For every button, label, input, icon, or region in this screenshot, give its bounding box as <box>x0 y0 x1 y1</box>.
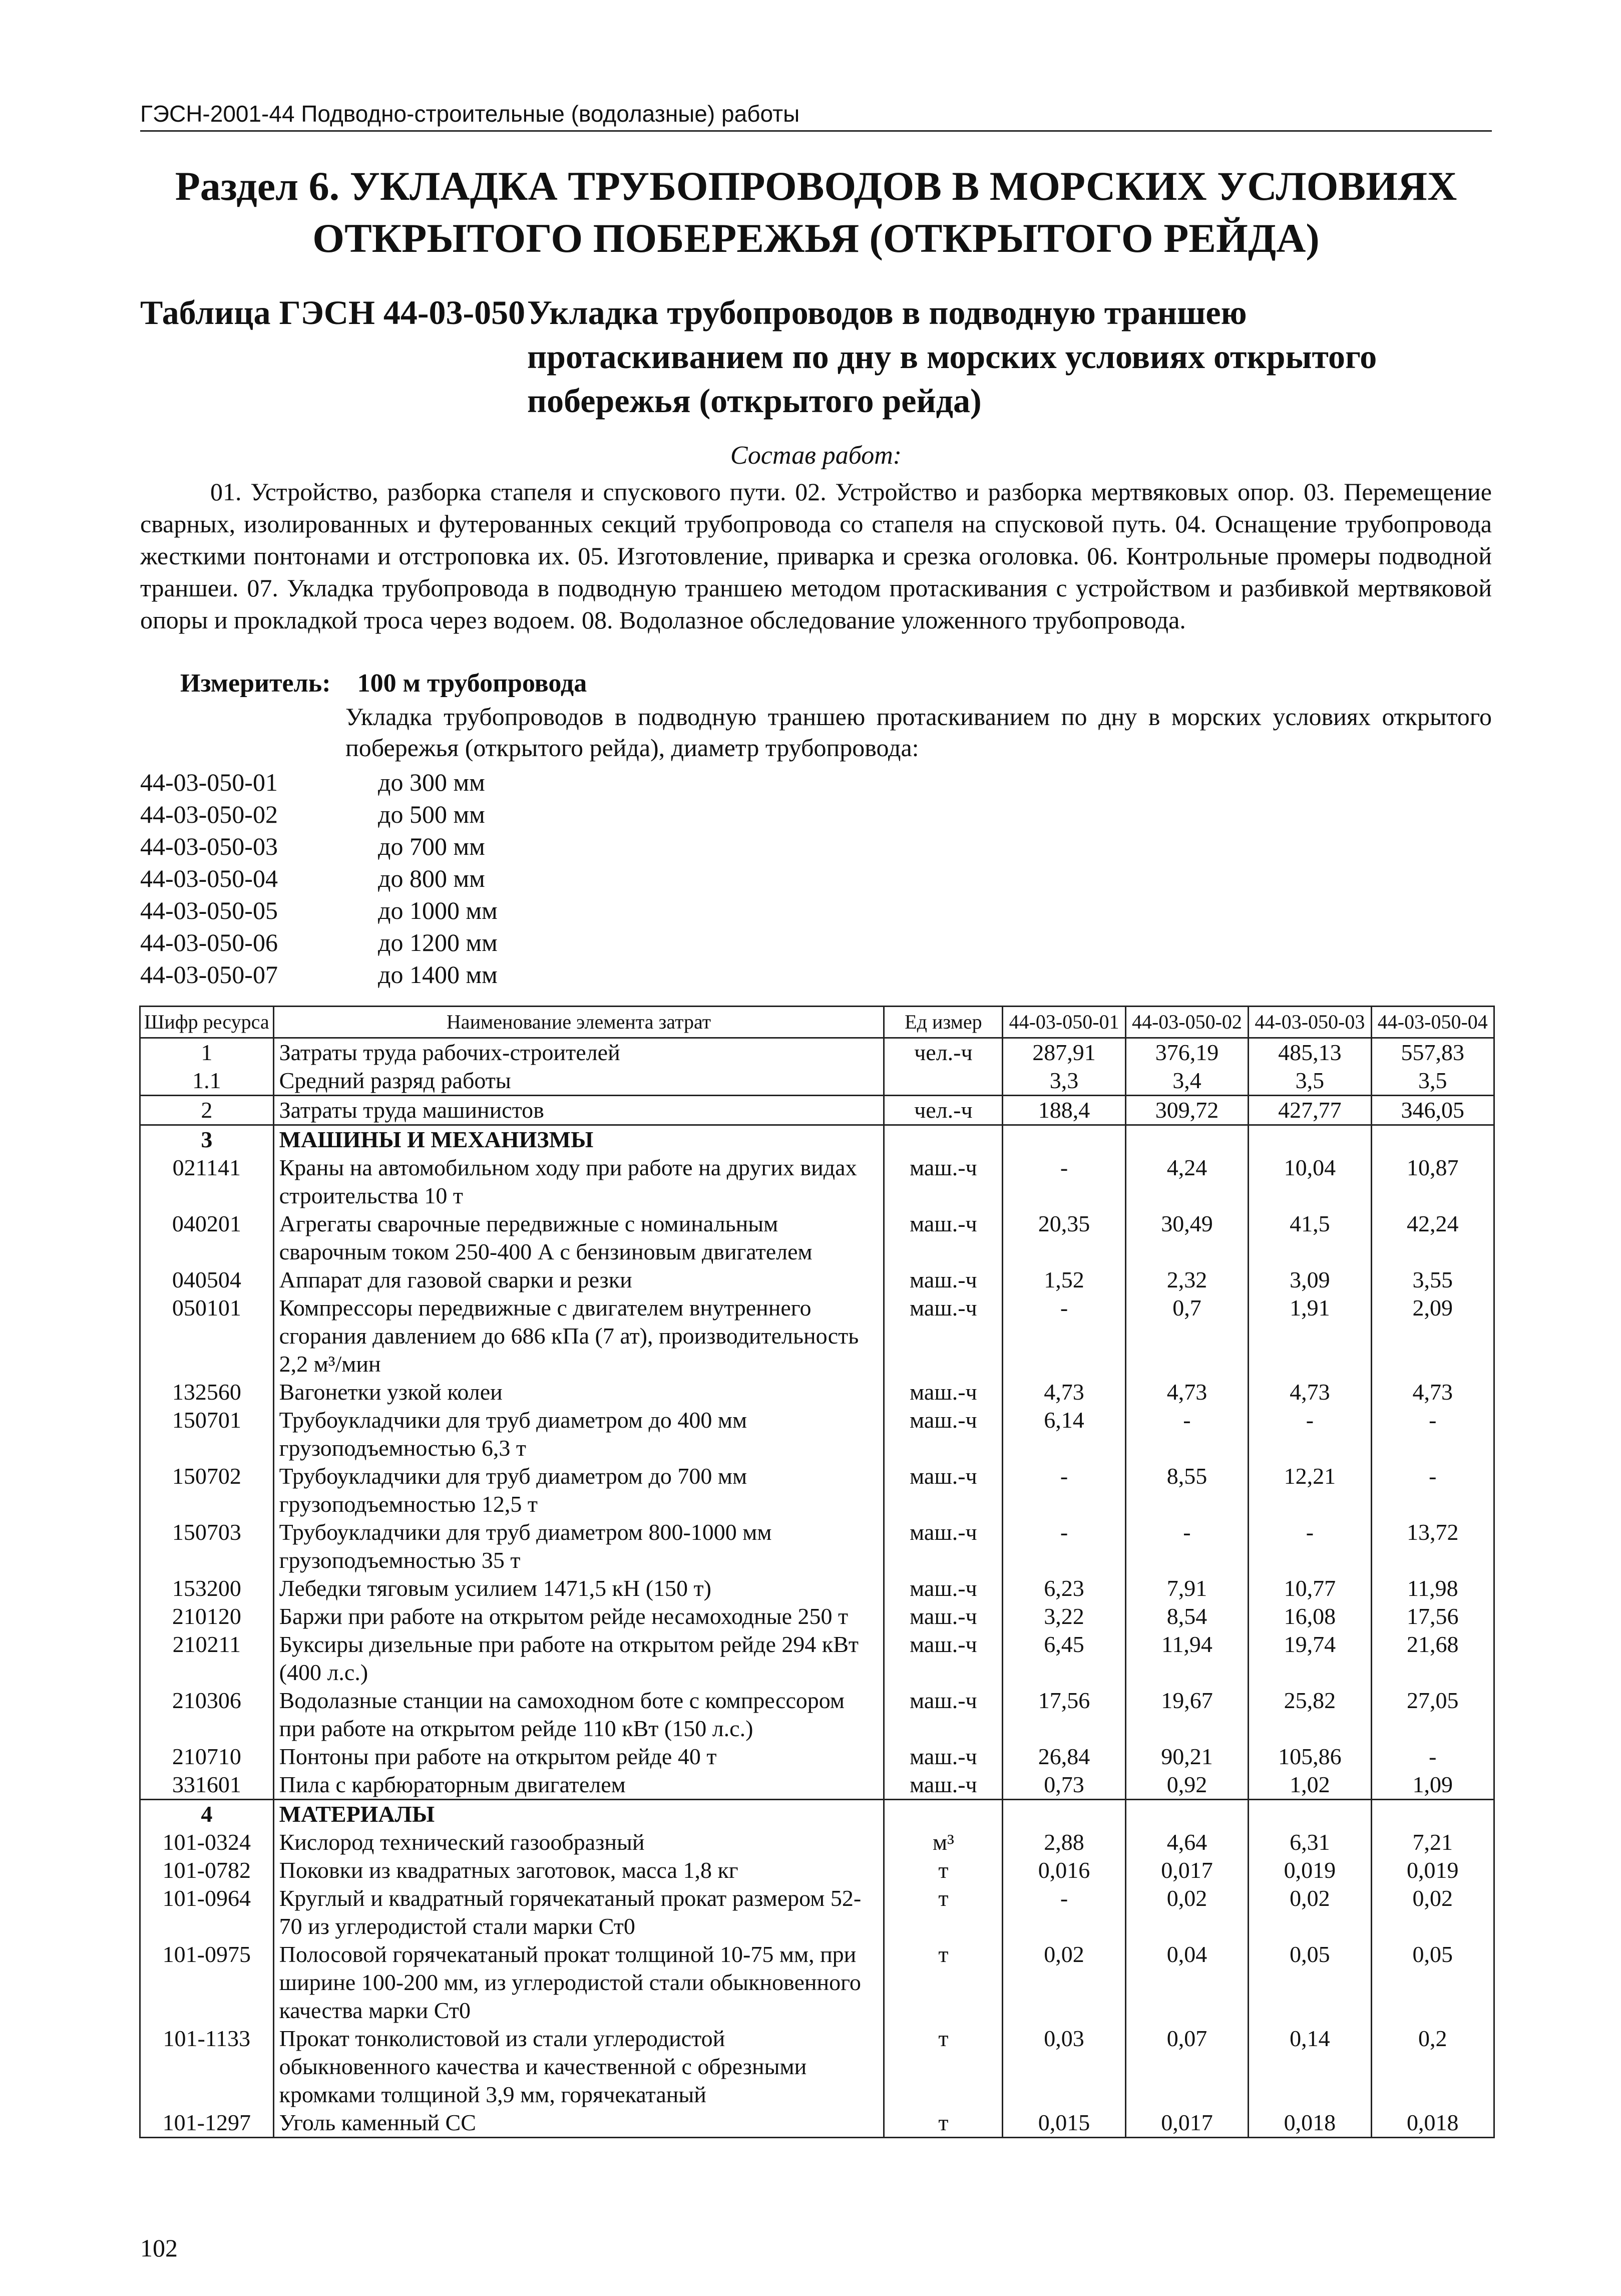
table-row <box>140 1406 1494 1462</box>
table-row <box>140 1154 1494 1210</box>
cell-value-1: 17,56 <box>1003 1687 1125 1743</box>
table-row <box>140 1518 1494 1574</box>
table-row <box>140 1067 1494 1096</box>
cell-code: 3 <box>140 1125 274 1154</box>
cell-code: 331601 <box>140 1771 274 1800</box>
table-row <box>140 1828 1494 1856</box>
cell-value-1: 0,73 <box>1003 1771 1125 1800</box>
cell-value-1: - <box>1003 1294 1125 1378</box>
code-text: до 300 мм <box>378 768 485 796</box>
code-number: 44-03-050-03 <box>140 832 278 860</box>
cell-value-1: 0,016 <box>1003 1856 1125 1884</box>
cell-code: 210211 <box>140 1630 274 1687</box>
cell-value-3: 0,14 <box>1249 2025 1371 2109</box>
cell-value-4: 0,018 <box>1371 2109 1494 2138</box>
cell-value-1: 3,22 <box>1003 1602 1125 1630</box>
cell-name: Затраты труда машинистов <box>273 1096 884 1125</box>
cell-value-4: 557,83 <box>1371 1038 1494 1067</box>
cell-code: 021141 <box>140 1154 274 1210</box>
cell-value-3: 4,73 <box>1249 1378 1371 1406</box>
cell-name: Баржи при работе на открытом рейде несамоходные 250 т <box>273 1602 884 1630</box>
cell-code: 101-0975 <box>140 1940 274 2025</box>
code-text: до 500 мм <box>378 800 485 828</box>
cell-value-4: 0,019 <box>1371 1856 1494 1884</box>
cell-unit: маш.-ч <box>884 1378 1003 1406</box>
code-text: до 700 мм <box>378 832 485 860</box>
table-row <box>140 1038 1494 1067</box>
header-name: Наименование элемента затрат <box>273 1007 884 1038</box>
cell-value-3: 0,02 <box>1249 1884 1371 1940</box>
cell-value-3: 1,02 <box>1249 1771 1371 1800</box>
cell-value-2: 19,67 <box>1125 1687 1248 1743</box>
cell-value-2: 8,54 <box>1125 1602 1248 1630</box>
cell-value-3: 105,86 <box>1249 1743 1371 1771</box>
cell-name: Компрессоры передвижные с двигателем внутреннего сгорания давлением до 686 кПа (7 ат), производительность 2,2 м³/мин <box>273 1294 884 1378</box>
table-row <box>140 1266 1494 1294</box>
cell-code: 210306 <box>140 1687 274 1743</box>
table-row <box>140 1800 1494 1829</box>
cell-value-3: 6,31 <box>1249 1828 1371 1856</box>
table-title-text: Укладка трубопроводов в подводную траншею протаскиванием по дну в морских условиях открытого побережья (открытого рейда) <box>527 293 1377 420</box>
cell-name: Затраты труда рабочих-строителей <box>273 1038 884 1067</box>
cell-unit: м³ <box>884 1828 1003 1856</box>
code-list-item <box>140 862 498 894</box>
cell-code: 101-0324 <box>140 1828 274 1856</box>
table-body <box>140 1038 1494 2138</box>
code-list-item <box>140 766 498 798</box>
cell-value-1 <box>1003 1125 1125 1154</box>
table-row <box>140 2025 1494 2109</box>
cell-unit: т <box>884 2025 1003 2109</box>
cell-code: 1.1 <box>140 1067 274 1096</box>
cell-value-3: 16,08 <box>1249 1602 1371 1630</box>
cell-value-2: 0,02 <box>1125 1884 1248 1940</box>
code-list-item <box>140 958 498 991</box>
table-row <box>140 1884 1494 1940</box>
code-number: 44-03-050-04 <box>140 864 278 892</box>
page-number: 102 <box>140 2234 178 2262</box>
cell-value-1: 287,91 <box>1003 1038 1125 1067</box>
table-row <box>140 1294 1494 1378</box>
cell-unit: маш.-ч <box>884 1294 1003 1378</box>
cell-value-4: 17,56 <box>1371 1602 1494 1630</box>
cell-value-1: 26,84 <box>1003 1743 1125 1771</box>
cell-value-2: 4,64 <box>1125 1828 1248 1856</box>
header-unit: Ед измер <box>884 1007 1003 1038</box>
cell-unit: маш.-ч <box>884 1518 1003 1574</box>
code-text: до 800 мм <box>378 864 485 892</box>
cell-value-4: - <box>1371 1743 1494 1771</box>
cell-code: 101-0964 <box>140 1884 274 1940</box>
cell-code: 101-0782 <box>140 1856 274 1884</box>
cell-value-3 <box>1249 1125 1371 1154</box>
cell-code: 132560 <box>140 1378 274 1406</box>
table-row <box>140 2109 1494 2138</box>
cell-value-4 <box>1371 1125 1494 1154</box>
cell-code: 101-1133 <box>140 2025 274 2109</box>
code-list <box>140 766 498 991</box>
cell-name: Прокат тонколистовой из стали углеродистой обыкновенного качества и качественной с обрезными кромками толщиной 3,9 мм, горячекатаный <box>273 2025 884 2109</box>
cell-value-2: 376,19 <box>1125 1038 1248 1067</box>
cell-value-1: 0,015 <box>1003 2109 1125 2138</box>
cell-value-1: 0,03 <box>1003 2025 1125 2109</box>
cell-value-3: 3,09 <box>1249 1266 1371 1294</box>
code-number: 44-03-050-01 <box>140 768 278 796</box>
cell-unit: маш.-ч <box>884 1687 1003 1743</box>
cell-name: Краны на автомобильном ходу при работе на других видах строительства 10 т <box>273 1154 884 1210</box>
table-row <box>140 1856 1494 1884</box>
cell-value-2: 4,73 <box>1125 1378 1248 1406</box>
resource-table <box>139 1006 1495 2138</box>
cell-value-2: - <box>1125 1406 1248 1462</box>
cell-unit <box>884 1125 1003 1154</box>
table-row <box>140 1462 1494 1518</box>
cell-name: Буксиры дизельные при работе на открытом рейде 294 кВт (400 л.с.) <box>273 1630 884 1687</box>
running-header: ГЭСН-2001-44 Подводно-строительные (водолазные) работы <box>140 100 1492 132</box>
cell-value-1: 188,4 <box>1003 1096 1125 1125</box>
cell-code: 150703 <box>140 1518 274 1574</box>
cell-code: 050101 <box>140 1294 274 1378</box>
cell-unit: т <box>884 1940 1003 2025</box>
cell-value-4: 7,21 <box>1371 1828 1494 1856</box>
cell-value-2: 0,07 <box>1125 2025 1248 2109</box>
cell-value-4: 4,73 <box>1371 1378 1494 1406</box>
cell-name: МАТЕРИАЛЫ <box>273 1800 884 1829</box>
cell-unit: маш.-ч <box>884 1602 1003 1630</box>
cell-value-1: 0,02 <box>1003 1940 1125 2025</box>
cell-name: Понтоны при работе на открытом рейде 40 т <box>273 1743 884 1771</box>
cell-value-4: 3,55 <box>1371 1266 1494 1294</box>
cell-value-2: 0,017 <box>1125 2109 1248 2138</box>
cell-value-4: - <box>1371 1406 1494 1462</box>
table-row <box>140 1574 1494 1602</box>
cell-unit: т <box>884 1884 1003 1940</box>
cell-name: Поковки из квадратных заготовок, масса 1,8 кг <box>273 1856 884 1884</box>
code-number: 44-03-050-02 <box>140 800 278 828</box>
cell-value-2: 0,7 <box>1125 1294 1248 1378</box>
table-row <box>140 1940 1494 2025</box>
cell-unit: маш.-ч <box>884 1154 1003 1210</box>
cell-name: Трубоукладчики для труб диаметром 800-1000 мм грузоподъемностью 35 т <box>273 1518 884 1574</box>
cell-value-2: 3,4 <box>1125 1067 1248 1096</box>
cell-unit: маш.-ч <box>884 1743 1003 1771</box>
table-row <box>140 1096 1494 1125</box>
cell-unit: маш.-ч <box>884 1630 1003 1687</box>
cell-code: 210120 <box>140 1602 274 1630</box>
section-title: Раздел 6. УКЛАДКА ТРУБОПРОВОДОВ В МОРСКИХ УСЛОВИЯХ ОТКРЫТОГО ПОБЕРЕЖЬЯ (ОТКРЫТОГО РЕЙДА) <box>175 163 1457 261</box>
cell-value-4: 27,05 <box>1371 1687 1494 1743</box>
table-row <box>140 1125 1494 1154</box>
cell-unit <box>884 1800 1003 1829</box>
cell-value-4: 42,24 <box>1371 1210 1494 1266</box>
cell-value-3: - <box>1249 1406 1371 1462</box>
cell-value-4: 1,09 <box>1371 1771 1494 1800</box>
cell-name: Средний разряд работы <box>273 1067 884 1096</box>
cell-unit: чел.-ч <box>884 1038 1003 1067</box>
cell-value-2: 30,49 <box>1125 1210 1248 1266</box>
cell-name: Трубоукладчики для труб диаметром до 400 мм грузоподъемностью 6,3 т <box>273 1406 884 1462</box>
header-col-4: 44-03-050-04 <box>1371 1007 1494 1038</box>
cell-value-1: 6,14 <box>1003 1406 1125 1462</box>
cell-value-1: - <box>1003 1154 1125 1210</box>
cell-value-1: 3,3 <box>1003 1067 1125 1096</box>
cell-value-3: 10,77 <box>1249 1574 1371 1602</box>
cell-value-4: 0,02 <box>1371 1884 1494 1940</box>
cell-code: 153200 <box>140 1574 274 1602</box>
header-col-2: 44-03-050-02 <box>1125 1007 1248 1038</box>
cell-value-4: 10,87 <box>1371 1154 1494 1210</box>
cell-value-2: 4,24 <box>1125 1154 1248 1210</box>
cell-name: Пила с карбюраторным двигателем <box>273 1771 884 1800</box>
code-list-item <box>140 894 498 926</box>
cell-value-1: - <box>1003 1462 1125 1518</box>
cell-value-3: 0,018 <box>1249 2109 1371 2138</box>
cell-value-3: 0,05 <box>1249 1940 1371 2025</box>
code-number: 44-03-050-07 <box>140 960 278 989</box>
code-list-item <box>140 798 498 830</box>
cell-name: Кислород технический газообразный <box>273 1828 884 1856</box>
cell-value-2: 11,94 <box>1125 1630 1248 1687</box>
cell-name: Уголь каменный СС <box>273 2109 884 2138</box>
cell-value-2 <box>1125 1125 1248 1154</box>
cell-value-4: 11,98 <box>1371 1574 1494 1602</box>
cell-code: 2 <box>140 1096 274 1125</box>
cell-value-3: - <box>1249 1518 1371 1574</box>
table-row <box>140 1602 1494 1630</box>
cell-value-2: 90,21 <box>1125 1743 1248 1771</box>
cell-value-3 <box>1249 1800 1371 1829</box>
cell-name: Водолазные станции на самоходном боте с компрессором при работе на открытом рейде 110 кВт (150 л.с.) <box>273 1687 884 1743</box>
cell-value-3: 3,5 <box>1249 1067 1371 1096</box>
cell-value-4 <box>1371 1800 1494 1829</box>
work-description: Укладка трубопроводов в подводную траншею протаскиванием по дну в морских условиях открытого побережья (открытого рейда), диаметр трубопровода: <box>345 703 1492 762</box>
cell-value-1: 2,88 <box>1003 1828 1125 1856</box>
cell-value-2: 0,92 <box>1125 1771 1248 1800</box>
cell-value-1: 4,73 <box>1003 1378 1125 1406</box>
code-number: 44-03-050-05 <box>140 896 278 924</box>
cell-value-3: 485,13 <box>1249 1038 1371 1067</box>
composition-text: 01. Устройство, разборка стапеля и спускового пути. 02. Устройство и разборка мертвяковых опор. 03. Перемещение сварных, изолированных и футерованных секций трубопровода со стапеля на спусковой путь. 04. Оснащение трубопровода жесткими понтонами и отстроповка их. 05. Изготовление, приварка и срезка оголовка. 06. Контрольные промеры подводной траншеи. 07. Укладка трубопровода в подводную траншею методом протаскивания с устройством и разбивкой мертвяковой опоры и прокладкой троса через водоем. 08. Водолазное обследование уложенного трубопровода. <box>140 478 1492 634</box>
cell-value-1: - <box>1003 1884 1125 1940</box>
cell-name: Лебедки тяговым усилием 1471,5 кН (150 т) <box>273 1574 884 1602</box>
cell-value-1 <box>1003 1800 1125 1829</box>
cell-unit: маш.-ч <box>884 1771 1003 1800</box>
header-code: Шифр ресурса <box>140 1007 274 1038</box>
code-list-item <box>140 926 498 958</box>
meter-value: 100 м трубопровода <box>357 669 587 698</box>
cell-value-4: 0,2 <box>1371 2025 1494 2109</box>
cell-value-2 <box>1125 1800 1248 1829</box>
cell-value-2: 8,55 <box>1125 1462 1248 1518</box>
code-text: до 1400 мм <box>378 960 498 989</box>
cell-value-2: 2,32 <box>1125 1266 1248 1294</box>
cell-value-2: - <box>1125 1518 1248 1574</box>
cell-value-2: 0,04 <box>1125 1940 1248 2025</box>
cell-value-1: 20,35 <box>1003 1210 1125 1266</box>
cell-value-4: 0,05 <box>1371 1940 1494 2025</box>
cell-code: 210710 <box>140 1743 274 1771</box>
cell-value-3: 25,82 <box>1249 1687 1371 1743</box>
meter-label: Измеритель: <box>180 669 331 698</box>
table-number: Таблица ГЭСН 44-03-050 <box>140 293 526 332</box>
cell-name: МАШИНЫ И МЕХАНИЗМЫ <box>273 1125 884 1154</box>
cell-code: 1 <box>140 1038 274 1067</box>
cell-unit <box>884 1067 1003 1096</box>
header-col-3: 44-03-050-03 <box>1249 1007 1371 1038</box>
table-row <box>140 1687 1494 1743</box>
cell-value-4: - <box>1371 1462 1494 1518</box>
cell-unit: маш.-ч <box>884 1462 1003 1518</box>
cell-unit: маш.-ч <box>884 1210 1003 1266</box>
table-row <box>140 1210 1494 1266</box>
cell-value-4: 21,68 <box>1371 1630 1494 1687</box>
cell-value-3: 427,77 <box>1249 1096 1371 1125</box>
cell-code: 101-1297 <box>140 2109 274 2138</box>
cell-unit: чел.-ч <box>884 1096 1003 1125</box>
cell-value-3: 12,21 <box>1249 1462 1371 1518</box>
cell-unit: т <box>884 1856 1003 1884</box>
cell-value-2: 0,017 <box>1125 1856 1248 1884</box>
cell-value-4: 13,72 <box>1371 1518 1494 1574</box>
cell-value-4: 2,09 <box>1371 1294 1494 1378</box>
cell-value-2: 309,72 <box>1125 1096 1248 1125</box>
cell-code: 040201 <box>140 1210 274 1266</box>
cell-code: 4 <box>140 1800 274 1829</box>
table-header-row <box>140 1007 1494 1038</box>
cell-value-2: 7,91 <box>1125 1574 1248 1602</box>
code-list-item <box>140 830 498 862</box>
cell-name: Трубоукладчики для труб диаметром до 700 мм грузоподъемностью 12,5 т <box>273 1462 884 1518</box>
cell-value-1: - <box>1003 1518 1125 1574</box>
cell-name: Круглый и квадратный горячекатаный прокат размером 52-70 из углеродистой стали марки Ст0 <box>273 1884 884 1940</box>
code-text: до 1200 мм <box>378 928 498 956</box>
header-col-1: 44-03-050-01 <box>1003 1007 1125 1038</box>
cell-name: Агрегаты сварочные передвижные с номинальным сварочным током 250-400 А с бензиновым двигателем <box>273 1210 884 1266</box>
cell-value-4: 346,05 <box>1371 1096 1494 1125</box>
cell-value-1: 6,45 <box>1003 1630 1125 1687</box>
code-text: до 1000 мм <box>378 896 498 924</box>
cell-value-1: 6,23 <box>1003 1574 1125 1602</box>
cell-unit: маш.-ч <box>884 1406 1003 1462</box>
cell-value-3: 1,91 <box>1249 1294 1371 1378</box>
cell-code: 040504 <box>140 1266 274 1294</box>
cell-value-3: 41,5 <box>1249 1210 1371 1266</box>
cell-unit: маш.-ч <box>884 1266 1003 1294</box>
cell-name: Полосовой горячекатаный прокат толщиной 10-75 мм, при ширине 100-200 мм, из углеродистой стали обыкновенного качества марки Ст0 <box>273 1940 884 2025</box>
cell-code: 150702 <box>140 1462 274 1518</box>
cell-value-4: 3,5 <box>1371 1067 1494 1096</box>
cell-value-3: 10,04 <box>1249 1154 1371 1210</box>
table-row <box>140 1771 1494 1800</box>
cell-code: 150701 <box>140 1406 274 1462</box>
composition-heading: Состав работ: <box>730 441 902 470</box>
table-row <box>140 1378 1494 1406</box>
cell-unit: т <box>884 2109 1003 2138</box>
table-row <box>140 1743 1494 1771</box>
cell-name: Вагонетки узкой колеи <box>273 1378 884 1406</box>
cell-unit: маш.-ч <box>884 1574 1003 1602</box>
code-number: 44-03-050-06 <box>140 928 278 956</box>
cell-value-3: 19,74 <box>1249 1630 1371 1687</box>
cell-value-1: 1,52 <box>1003 1266 1125 1294</box>
meter-line <box>180 669 587 698</box>
cell-name: Аппарат для газовой сварки и резки <box>273 1266 884 1294</box>
cell-value-3: 0,019 <box>1249 1856 1371 1884</box>
table-row <box>140 1630 1494 1687</box>
